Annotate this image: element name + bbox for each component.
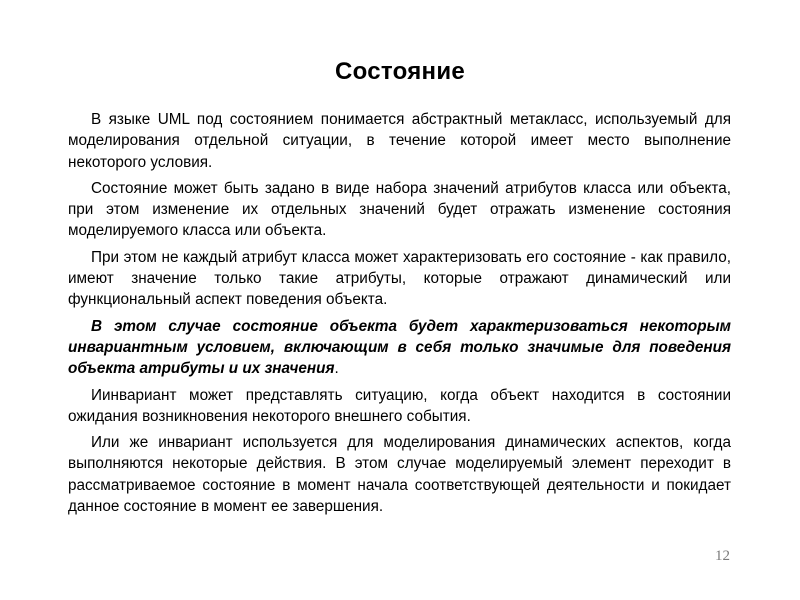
emphasis-period: . [334,360,339,378]
page-number: 12 [715,548,730,564]
slide-body [68,109,731,522]
paragraph-attribute-relevance: При этом не каждый атрибут класса может характеризовать его состояние - как правило, имеют значение только такие атрибуты, которые отражают динамический или функциональный аспект поведения объекта. [68,248,731,309]
paragraph-invariant-dynamic: Или же инвариант используется для моделирования динамических аспектов, когда выполняются некоторые действия. В этом случае моделируемый элемент переходит в рассматриваемое состояние в момент начала соответствующей деятельности и покидает данное состояние в момент ее завершения. [68,434,731,516]
slide-title: Состояние [334,58,466,85]
emphasis-text: В этом случае состояние объекта будет характеризоваться некоторым инвариантным условием, включающим в себя только значимые для поведения объекта атрибуты и их значения [68,317,731,378]
paragraph-invariant-emphasis [68,316,731,380]
paragraph-state-attributes: Состояние может быть задано в виде набора значений атрибутов класса или объекта, при этом изменение их отдельных значений будет отражать изменение состояния моделируемого класса или объекта. [68,179,731,240]
paragraph-invariant-waiting: Иинвариант может представлять ситуацию, когда объект находится в состоянии ожидания возникновения некоторого внешнего события. [68,386,731,425]
paragraph-uml-state-definition: В языке UML под состоянием понимается абстрактный метакласс, используемый для моделирования отдельной ситуации, в течение которой имеет место выполнение некоторого условия. [68,111,731,171]
